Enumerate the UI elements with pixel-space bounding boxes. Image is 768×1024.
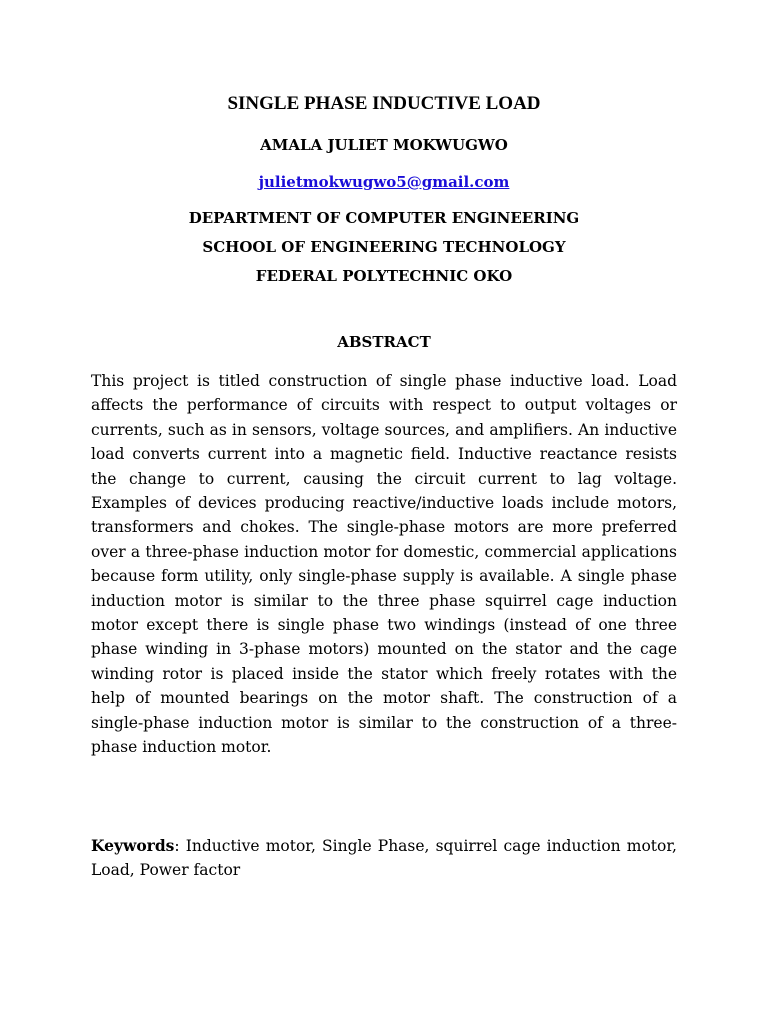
paper-title: SINGLE PHASE INDUCTIVE LOAD xyxy=(227,93,541,114)
email-link[interactable]: julietmokwugwo5@gmail.com xyxy=(258,173,510,191)
keywords-label: Keywords xyxy=(91,836,175,855)
author-email xyxy=(0,173,768,191)
keywords-text: : Inductive motor, Single Phase, squirrel cage induction motor, Load, Power factor xyxy=(91,837,677,880)
affiliation-department: DEPARTMENT OF COMPUTER ENGINEERING xyxy=(188,209,580,227)
affiliation-school: SCHOOL OF ENGINEERING TECHNOLOGY xyxy=(202,238,566,256)
abstract-body: This project is titled construction of single phase inductive load. Load affects the performance of circuits with respect to output voltages or currents, such as in sensors, voltage sources, and amplifiers. An inductive load converts current into a magnetic field. Inductive reactance resists the change to current, causing the circuit current to lag voltage. Examples of devices producing reactive/inductive loads include motors, transformers and chokes. The single-phase motors are more preferred over a three-phase induction motor for domestic, commercial applications because form utility, only single-phase supply is available. A single phase induction motor is similar to the three phase squirrel cage induction motor except there is single phase two windings (instead of one three phase winding in 3-phase motors) mounted on the stator and the cage winding rotor is placed inside the stator which freely rotates with the help of mounted bearings on the motor shaft. The construction of a single-phase induction motor is similar to the construction of a three-phase induction motor. xyxy=(91,372,677,757)
keywords-paragraph xyxy=(91,834,677,883)
affiliation-institution: FEDERAL POLYTECHNIC OKO xyxy=(255,267,513,285)
abstract-heading: ABSTRACT xyxy=(337,333,431,351)
author-name: AMALA JULIET MOKWUGWO xyxy=(260,136,508,154)
